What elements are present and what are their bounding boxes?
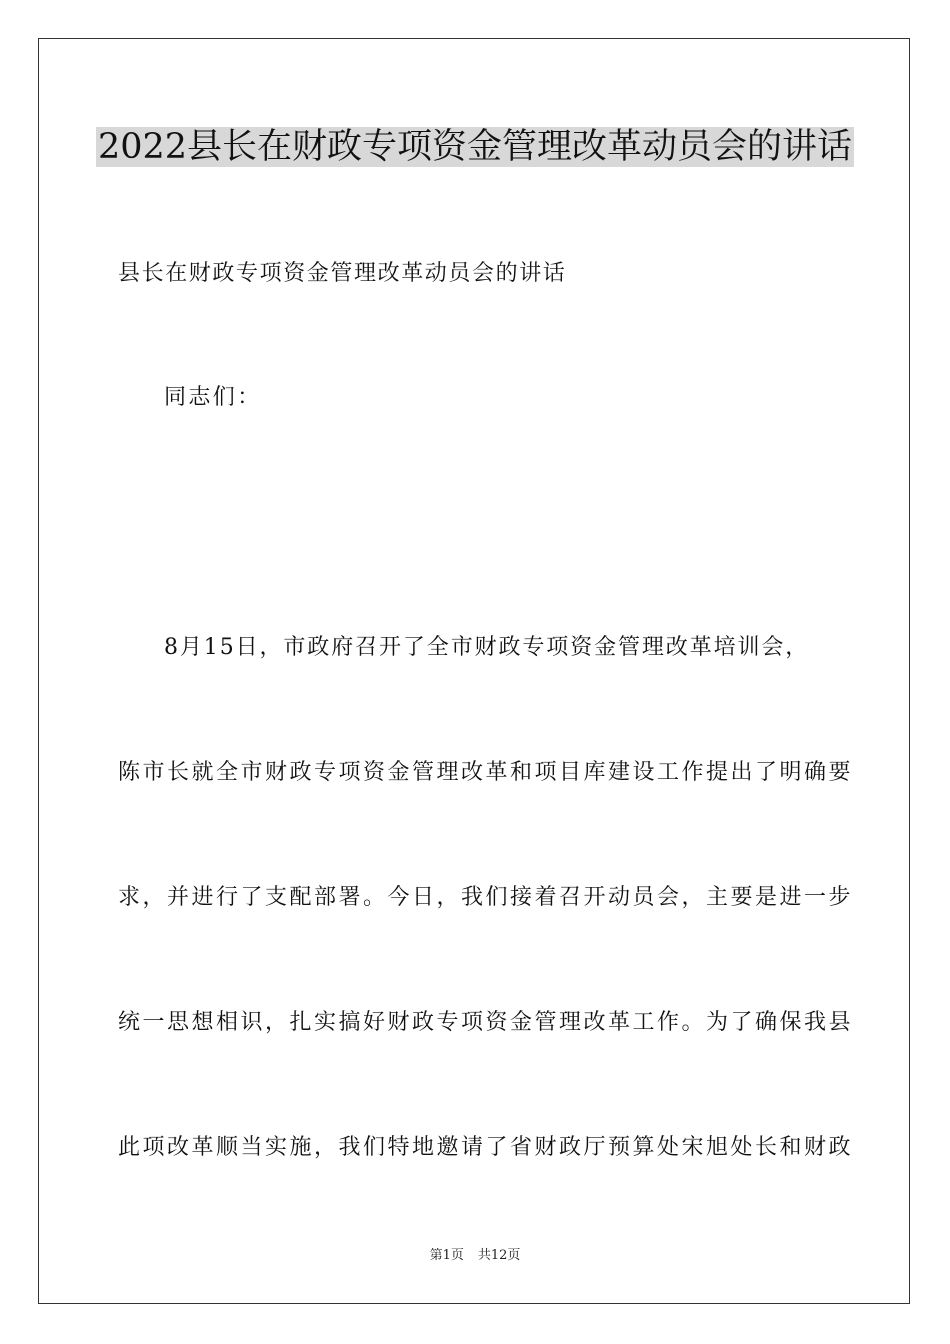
body-line-2: 陈市长就全市财政专项资金管理改革和项目库建设工作提出了明确要 <box>118 760 854 785</box>
page-footer <box>0 1246 950 1266</box>
salutation: 同志们： <box>164 385 262 410</box>
page-total: 共12页 <box>477 1248 521 1263</box>
document-subtitle: 县长在财政专项资金管理改革动员会的讲话 <box>118 261 567 286</box>
page-border <box>38 38 910 1304</box>
page-number: 第1页 <box>429 1248 464 1263</box>
body-line-1: 8月15日，市政府召开了全市财政专项资金管理改革培训会， <box>164 635 810 660</box>
body-line-4: 统一思想相识，扎实搞好财政专项资金管理改革工作。为了确保我县 <box>118 1010 854 1035</box>
document-title-text: 2022县长在财政专项资金管理改革动员会的讲话 <box>97 127 853 167</box>
body-line-5: 此项改革顺当实施，我们特地邀请了省财政厅预算处宋旭处长和财政 <box>118 1135 854 1160</box>
body-line-3: 求，并进行了支配部署。今日，我们接着召开动员会，主要是进一步 <box>118 885 854 910</box>
document-title <box>60 122 890 172</box>
